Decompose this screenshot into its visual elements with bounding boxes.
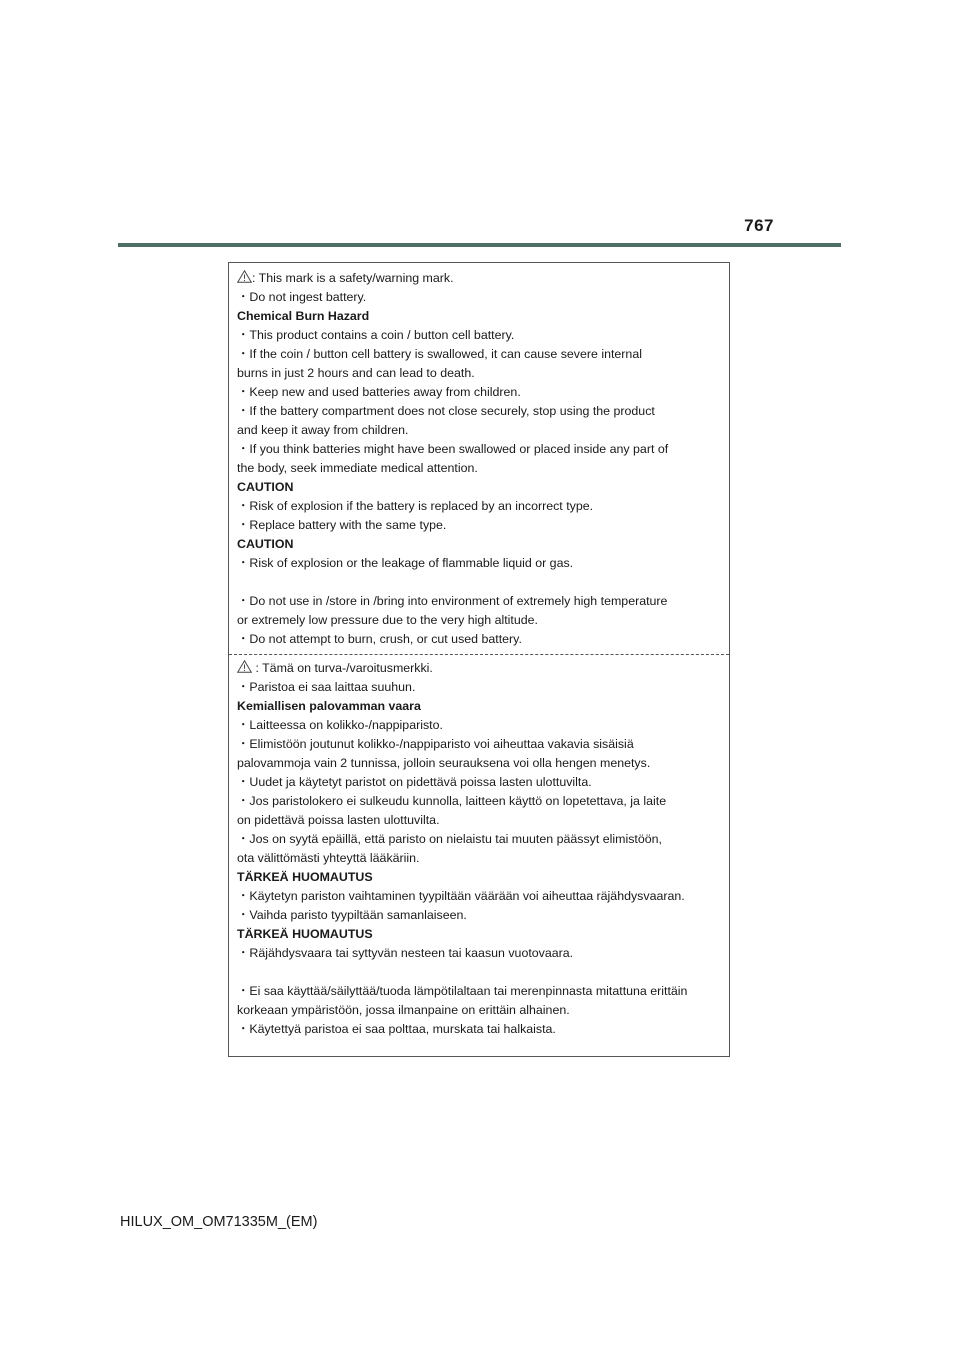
text-line: ・Do not ingest battery. xyxy=(237,290,367,304)
text-line: ・Elimistöön joutunut kolikko-/nappiparisto voi aiheuttaa vakavia sisäisiä xyxy=(237,737,634,751)
text-line: ・Jos paristolokero ei sulkeudu kunnolla, laitteen käyttö on lopetettava, ja laite xyxy=(237,794,667,808)
warning-mark-text: : Tämä on turva-/varoitusmerkki. xyxy=(252,661,433,675)
text-line: ・If you think batteries might have been swallowed or placed inside any part of xyxy=(237,442,669,456)
text-line: ota välittömästi yhteyttä lääkäriin. xyxy=(237,851,420,865)
text-line: ・If the battery compartment does not close securely, stop using the product xyxy=(237,404,655,418)
manual-code-footer: HILUX_OM_OM71335M_(EM) xyxy=(120,1214,318,1230)
text-line: ・This product contains a coin / button cell battery. xyxy=(237,328,515,342)
text-line: ・Do not attempt to burn, crush, or cut used battery. xyxy=(237,632,522,646)
heading-chemical-burn: Kemiallisen palovamman vaara xyxy=(237,699,421,713)
text-line: ・Räjähdysvaara tai syttyvän nesteen tai kaasun vuotovaara. xyxy=(237,946,574,960)
text-line: and keep it away from children. xyxy=(237,423,409,437)
text-line: ・If the coin / button cell battery is swallowed, it can cause severe internal xyxy=(237,347,642,361)
warning-mark-line xyxy=(237,269,725,288)
text-line: ・Risk of explosion if the battery is replaced by an incorrect type. xyxy=(237,499,594,513)
text-line: ・Ei saa käyttää/säilyttää/tuoda lämpötilaltaan tai merenpinnasta mitattuna erittäin xyxy=(237,984,688,998)
text-line: on pidettävä poissa lasten ulottuvilta. xyxy=(237,813,440,827)
heading-important-notice: TÄRKEÄ HUOMAUTUS xyxy=(237,927,373,941)
heading-important-notice: TÄRKEÄ HUOMAUTUS xyxy=(237,870,373,884)
warning-triangle-icon xyxy=(237,270,252,283)
text-line: ・Vaihda paristo tyypiltään samanlaiseen. xyxy=(237,908,467,922)
page-number: 767 xyxy=(744,216,774,235)
text-line: or extremely low pressure due to the very high altitude. xyxy=(237,613,538,627)
text-line: ・Do not use in /store in /bring into environment of extremely high temperature xyxy=(237,594,668,608)
text-line: ・Jos on syytä epäillä, että paristo on nielaistu tai muuten päässyt elimistöön, xyxy=(237,832,662,846)
text-line: ・Keep new and used batteries away from children. xyxy=(237,385,521,399)
heading-caution: CAUTION xyxy=(237,480,294,494)
text-line: ・Replace battery with the same type. xyxy=(237,518,447,532)
heading-chemical-burn: Chemical Burn Hazard xyxy=(237,309,370,323)
text-line: the body, seek immediate medical attention. xyxy=(237,461,478,475)
text-line: ・Käytetyn pariston vaihtaminen tyypiltään väärään voi aiheuttaa räjähdysvaaran. xyxy=(237,889,685,903)
english-warning-section xyxy=(229,263,729,655)
text-line: palovammoja vain 2 tunnissa, jolloin seurauksena voi olla hengen menetys. xyxy=(237,756,651,770)
header-rule xyxy=(118,243,841,247)
text-line: ・Paristoa ei saa laittaa suuhun. xyxy=(237,680,416,694)
text-line: ・Käytettyä paristoa ei saa polttaa, murskata tai halkaista. xyxy=(237,1022,556,1036)
text-line: korkeaan ympäristöön, jossa ilmanpaine on erittäin alhainen. xyxy=(237,1003,570,1017)
heading-caution: CAUTION xyxy=(237,537,294,551)
text-line: burns in just 2 hours and can lead to death. xyxy=(237,366,475,380)
text-line: ・Risk of explosion or the leakage of flammable liquid or gas. xyxy=(237,556,574,570)
text-line: ・Laitteessa on kolikko-/nappiparisto. xyxy=(237,718,443,732)
text-line: ・Uudet ja käytetyt paristot on pidettävä poissa lasten ulottuvilta. xyxy=(237,775,592,789)
warning-triangle-icon xyxy=(237,660,252,673)
warning-mark-line xyxy=(237,659,725,678)
battery-warning-box xyxy=(228,262,730,1057)
warning-mark-text: : This mark is a safety/warning mark. xyxy=(252,271,454,285)
